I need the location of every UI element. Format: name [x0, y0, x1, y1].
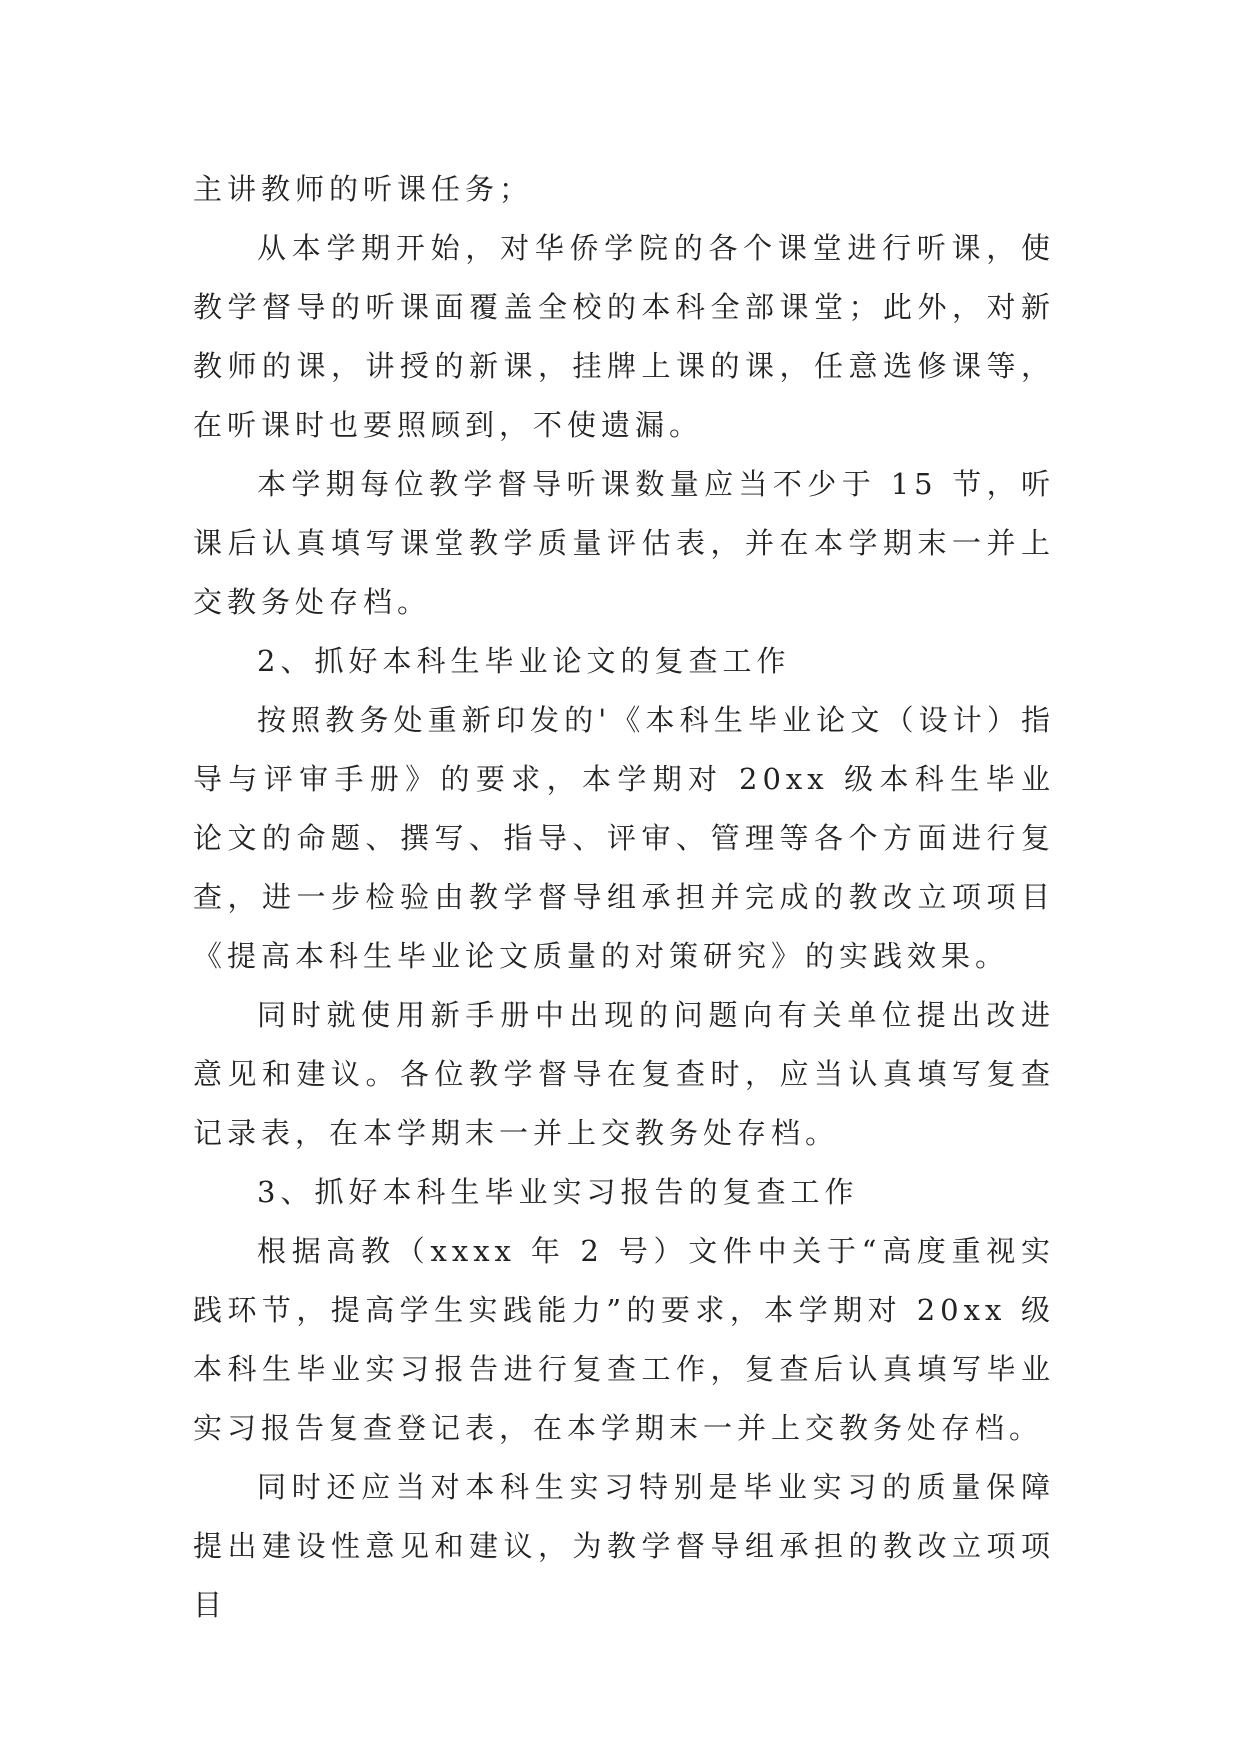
paragraph-2: 从本学期开始，对华侨学院的各个课堂进行听课，使教学督导的听课面覆盖全校的本科全部课堂；此外，对新教师的课，讲授的新课，挂牌上课的课，任意选修课等，在听课时也要照顾到，不使遗漏。 — [193, 231, 1055, 442]
section-heading-2: 2、抓好本科生毕业论文的复查工作 — [257, 644, 791, 678]
section-heading-3: 3、抓好本科生毕业实习报告的复查工作 — [257, 1175, 859, 1209]
paragraph-4: 按照教务处重新印发的'《本科生毕业论文（设计）指导与评审手册》的要求，本学期对 20xx 级本科生毕业论文的命题、撰写、指导、评审、管理等各个方面进行复查，进一步检验由教学督导组承担并完成的教改立项项目《提高本科生毕业论文质量的对策研究》的实践效果。 — [193, 703, 1055, 973]
paragraph-1: 主讲教师的听课任务； — [193, 172, 534, 206]
paragraph-5: 同时就使用新手册中出现的问题向有关单位提出改进意见和建议。各位教学督导在复查时，应当认真填写复查记录表，在本学期末一并上交教务处存档。 — [193, 998, 1055, 1150]
paragraph-3: 本学期每位教学督导听课数量应当不少于 15 节，听课后认真填写课堂教学质量评估表，并在本学期末一并上交教务处存档。 — [193, 467, 1055, 619]
document-body — [193, 160, 1055, 1635]
paragraph-7: 同时还应当对本科生实习特别是毕业实习的质量保障提出建设性意见和建议，为教学督导组承担的教改立项项目 — [193, 1470, 1055, 1622]
paragraph-6: 根据高教（xxxx 年 2 号）文件中关于“高度重视实践环节，提高学生实践能力”的要求，本学期对 20xx 级本科生毕业实习报告进行复查工作，复查后认真填写毕业实习报告复查登记表，在本学期末一并上交教务处存档。 — [193, 1234, 1055, 1445]
